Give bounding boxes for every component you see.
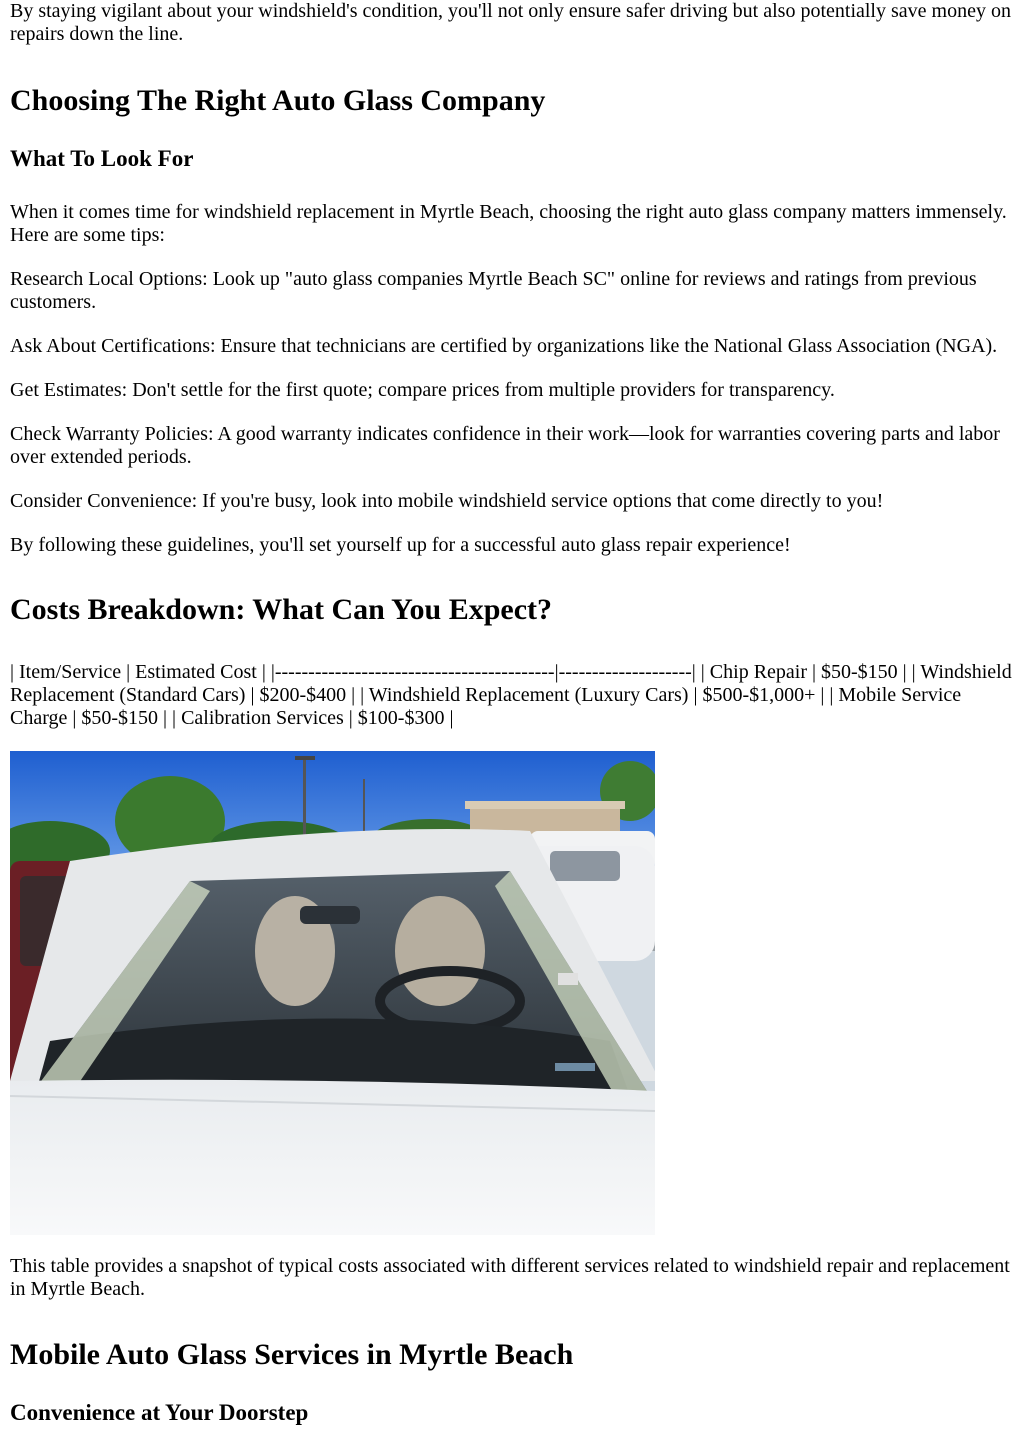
tip-estimates: Get Estimates: Don't settle for the first quote; compare prices from multiple providers for transparency. <box>10 379 835 401</box>
heading-costs-breakdown: Costs Breakdown: What Can You Expect? <box>10 593 553 626</box>
heading-mobile-services: Mobile Auto Glass Services in Myrtle Beach <box>10 1338 574 1371</box>
tip-warranty: Check Warranty Policies: A good warranty indicates confidence in their work—look for warranties covering parts and labor over extended periods. <box>10 423 1000 468</box>
subheading-convenience: Convenience at Your Doorstep <box>10 1400 309 1425</box>
windshield-photo <box>10 751 655 1235</box>
costs-table-text: | Item/Service | Estimated Cost | |------------------------------------------|--------------------| | Chip Repair | $50-$150 | | Windshield Replacement (Standard Cars) | $200-$400 | | Windshield Replacement (Luxury Cars) | $500-$1,000+ | | Mobile Service Charge | $50-$150 | | Calibration Services | $100-$300 | <box>10 661 1012 729</box>
tip-research-local: Research Local Options: Look up "auto glass companies Myrtle Beach SC" online for reviews and ratings from previous customers. <box>10 268 977 313</box>
tip-convenience: Consider Convenience: If you're busy, look into mobile windshield service options that come directly to you! <box>10 490 884 512</box>
intro-paragraph: By staying vigilant about your windshield's condition, you'll not only ensure safer driving but also potentially save money on repairs down the line. <box>10 0 1011 45</box>
subheading-what-to-look-for: What To Look For <box>10 146 194 171</box>
choosing-intro-paragraph: When it comes time for windshield replacement in Myrtle Beach, choosing the right auto glass company matters immensely. Here are some tips: <box>10 201 1007 246</box>
costs-table-caption: This table provides a snapshot of typical costs associated with different services related to windshield repair and replacement in Myrtle Beach. <box>10 1255 1010 1300</box>
choosing-closing-paragraph: By following these guidelines, you'll set yourself up for a successful auto glass repair experience! <box>10 534 791 556</box>
tip-certifications: Ask About Certifications: Ensure that technicians are certified by organizations like the National Glass Association (NGA). <box>10 335 998 357</box>
heading-choosing-company: Choosing The Right Auto Glass Company <box>10 84 546 117</box>
